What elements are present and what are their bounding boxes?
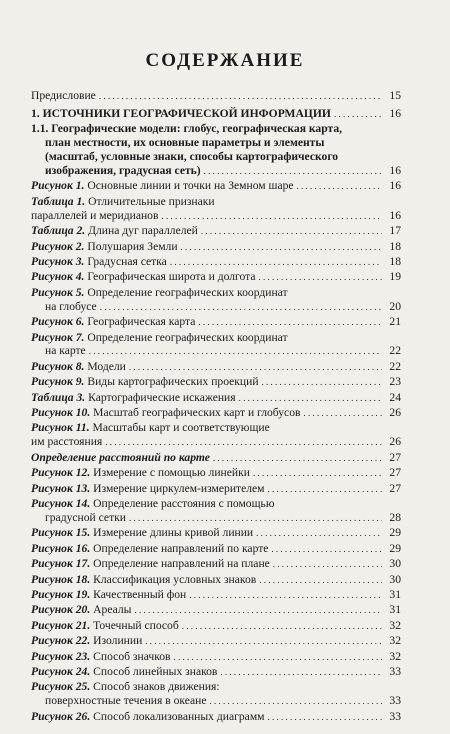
toc-entry-text: Измерение циркулем-измерителем	[93, 481, 265, 495]
toc-entry-text: Определение направлений на плане	[93, 557, 270, 571]
toc-entry-line	[31, 209, 401, 224]
dot-leader	[239, 392, 382, 406]
toc-entry-line	[31, 89, 401, 104]
toc-entry-line	[31, 122, 401, 136]
toc-entry-text: поверхностные течения в океане	[45, 694, 207, 708]
dot-leader	[129, 361, 382, 375]
toc-entry	[31, 634, 401, 649]
table-of-contents	[31, 89, 401, 725]
toc-page-number: 24	[389, 390, 401, 404]
dot-leader	[210, 695, 382, 709]
toc-entry-label: Рисунок 4.	[31, 270, 85, 284]
toc-entry-line	[31, 421, 401, 435]
toc-entry	[31, 526, 401, 541]
toc-entry-text: Виды картографических проекций	[87, 375, 259, 389]
toc-entry	[31, 107, 401, 122]
toc-entry-line	[31, 391, 401, 406]
toc-entry-text: 1. ИСТОЧНИКИ ГЕОГРАФИЧЕСКОЙ ИНФОРМАЦИИ	[31, 106, 331, 120]
toc-entry-line	[31, 634, 401, 649]
toc-entry-text: Длина дуг параллелей	[88, 224, 198, 238]
toc-entry-text: Предисловие	[31, 89, 96, 102]
toc-entry-line	[31, 136, 401, 150]
dot-leader	[174, 651, 382, 665]
toc-page-number: 29	[389, 541, 401, 555]
toc-entry-label: Рисунок 2.	[31, 239, 85, 253]
toc-entry	[31, 665, 401, 680]
toc-entry-line	[31, 680, 401, 694]
dot-leader	[204, 165, 382, 179]
toc-entry-text: Способ знаков движения:	[93, 680, 220, 694]
toc-entry-line	[31, 255, 401, 270]
toc-entry-line	[31, 164, 401, 179]
toc-page-number: 33	[389, 694, 401, 708]
toc-entry-text: Градусная сетка	[87, 254, 167, 268]
dot-leader	[268, 711, 383, 725]
dot-leader	[259, 574, 382, 588]
toc-entry	[31, 557, 401, 572]
toc-page-number: 32	[389, 618, 401, 632]
toc-entry-label: Рисунок 5.	[31, 285, 85, 299]
toc-entry-text: Географическая широта и долгота	[87, 270, 256, 284]
toc-entry-label: Рисунок 22.	[31, 634, 91, 648]
toc-entry	[31, 286, 401, 315]
toc-entry-text: Способ линейных знаков	[93, 664, 218, 678]
toc-entry	[31, 451, 401, 466]
toc-entry	[31, 89, 401, 104]
toc-entry	[31, 406, 401, 421]
toc-entry-line	[31, 511, 401, 526]
dot-leader	[100, 301, 382, 315]
toc-entry	[31, 240, 401, 255]
toc-entry-text: Способ локализованных диаграмм	[93, 709, 265, 723]
dot-leader	[201, 225, 382, 239]
toc-entry-text: Способ значков	[93, 649, 171, 663]
toc-entry-line	[31, 150, 401, 164]
toc-entry-label: Таблица 1.	[31, 194, 86, 208]
toc-entry-line	[31, 497, 401, 511]
toc-entry-label: Рисунок 8.	[31, 359, 85, 373]
toc-entry-line	[31, 270, 401, 285]
toc-entry-label: Рисунок 21.	[31, 618, 91, 632]
toc-entry-text: Географическая карта	[87, 315, 196, 329]
toc-entry-line	[31, 344, 401, 359]
toc-entry-label: Рисунок 20.	[31, 603, 91, 617]
toc-entry-line	[31, 195, 401, 209]
toc-entry-line	[31, 619, 401, 634]
toc-entry-label: Рисунок 23.	[31, 649, 91, 663]
toc-entry	[31, 421, 401, 450]
toc-entry	[31, 542, 401, 557]
toc-entry-label: Рисунок 17.	[31, 557, 91, 571]
dot-leader	[262, 376, 382, 390]
toc-entry-label: Рисунок 16.	[31, 541, 91, 555]
toc-entry-label: Таблица 3.	[31, 390, 86, 404]
dot-leader	[145, 635, 382, 649]
toc-page-number: 27	[389, 481, 401, 495]
toc-page-number: 30	[389, 572, 401, 586]
dot-leader	[99, 90, 382, 104]
toc-entry-label: Рисунок 18.	[31, 572, 91, 586]
toc-entry-label: Рисунок 1.	[31, 179, 85, 193]
toc-page-number: 16	[389, 208, 401, 222]
toc-entry-label: Рисунок 24.	[31, 664, 91, 678]
toc-page-number: 33	[389, 664, 401, 678]
toc-entry-text: Основные линии и точки на Земном шаре	[87, 179, 294, 193]
toc-entry-label: Рисунок 12.	[31, 466, 91, 480]
toc-entry-line	[31, 694, 401, 709]
toc-entry	[31, 650, 401, 665]
toc-page-number: 33	[389, 709, 401, 723]
page-title: СОДЕРЖАНИЕ	[145, 50, 305, 71]
toc-entry	[31, 315, 401, 330]
toc-entry	[31, 482, 401, 497]
toc-entry-line	[31, 179, 401, 194]
toc-entry-text: Точечный способ	[93, 618, 179, 632]
toc-page-number: 21	[389, 315, 401, 329]
toc-page-number: 17	[389, 224, 401, 238]
toc-entry-line	[31, 542, 401, 557]
dot-leader	[170, 256, 382, 270]
toc-entry-text: параллелей и меридианов	[31, 208, 159, 222]
toc-entry-text: 1.1. Географические модели: глобус, географическая карта,	[31, 122, 343, 136]
toc-entry-line	[31, 406, 401, 421]
toc-entry-label: Рисунок 11.	[31, 421, 90, 435]
toc-entry-line	[31, 603, 401, 618]
toc-entry	[31, 179, 401, 194]
toc-entry-label: Рисунок 26.	[31, 709, 91, 723]
toc-entry-label: Рисунок 7.	[31, 330, 85, 344]
toc-entry-text: на глобусе	[45, 299, 97, 313]
toc-entry-text: Полушария Земли	[87, 239, 178, 253]
dot-leader	[161, 210, 382, 224]
toc-entry	[31, 391, 401, 406]
toc-entry-text: Масштабы карт и соответствующие	[92, 421, 270, 435]
toc-entry	[31, 195, 401, 224]
toc-entry-text: Ареалы	[93, 603, 132, 617]
toc-entry-text: Картографические искажения	[88, 390, 236, 404]
toc-entry-text: им расстояния	[31, 435, 103, 449]
toc-entry-line	[31, 588, 401, 603]
toc-entry-line	[31, 526, 401, 541]
dot-leader	[220, 666, 382, 680]
toc-entry-text: (масштаб, условные знаки, способы картографического	[45, 150, 339, 164]
dot-leader	[334, 108, 382, 122]
toc-entry-label: Рисунок 19.	[31, 587, 91, 601]
toc-page-number: 30	[389, 557, 401, 571]
toc-entry-line	[31, 240, 401, 255]
toc-entry-text: на карте	[45, 344, 86, 358]
toc-page-number: 26	[389, 435, 401, 449]
toc-entry-line	[31, 665, 401, 680]
toc-entry-text: градусной сетки	[45, 510, 126, 524]
toc-page-number: 32	[389, 634, 401, 648]
dot-leader	[213, 452, 382, 466]
toc-page-number: 27	[389, 466, 401, 480]
toc-entry	[31, 270, 401, 285]
toc-entry-label: Таблица 2.	[31, 224, 86, 238]
toc-entry	[31, 573, 401, 588]
toc-entry-label: Рисунок 15.	[31, 526, 91, 540]
dot-leader	[134, 604, 382, 618]
dot-leader	[198, 316, 382, 330]
dot-leader	[259, 271, 382, 285]
dot-leader	[273, 558, 382, 572]
toc-page-number: 16	[389, 164, 401, 178]
toc-entry-text: Определение расстояния с помощью	[93, 496, 275, 510]
toc-entry-line	[31, 286, 401, 300]
dot-leader	[303, 407, 382, 421]
toc-entry-text: Определение расстояний по карте	[31, 450, 210, 464]
toc-entry-label: Рисунок 10.	[31, 406, 91, 420]
dot-leader	[182, 620, 382, 634]
toc-entry-text: план местности, их основные параметры и элементы	[45, 136, 325, 150]
toc-entry-line	[31, 331, 401, 345]
toc-page-number: 31	[389, 587, 401, 601]
toc-entry-text: Изолинии	[93, 634, 143, 648]
toc-entry-text: Определение географических координат	[87, 330, 288, 344]
toc-entry-text: Измерение длины кривой линии	[93, 526, 254, 540]
dot-leader	[181, 241, 382, 255]
toc-entry-text: Определение направлений по карте	[93, 541, 269, 555]
toc-entry-label: Рисунок 14.	[31, 496, 91, 510]
toc-entry-line	[31, 224, 401, 239]
toc-entry-text: Качественный фон	[93, 587, 187, 601]
toc-entry	[31, 680, 401, 709]
toc-entry	[31, 588, 401, 603]
toc-entry-text: Модели	[87, 359, 126, 373]
toc-page-number: 31	[389, 603, 401, 617]
toc-page-number: 22	[389, 344, 401, 358]
toc-entry	[31, 255, 401, 270]
toc-entry	[31, 331, 401, 360]
toc-entry	[31, 619, 401, 634]
toc-page-number: 16	[389, 106, 401, 120]
toc-entry-text: Классификация условных знаков	[93, 572, 257, 586]
toc-entry-text: изображения, градусная сеть)	[45, 164, 201, 178]
toc-entry	[31, 603, 401, 618]
toc-page-number: 22	[389, 359, 401, 373]
dot-leader	[89, 345, 382, 359]
toc-entry-line	[31, 451, 401, 466]
toc-entry-text: Измерение с помощью линейки	[93, 466, 250, 480]
toc-entry	[31, 375, 401, 390]
dot-leader	[189, 589, 382, 603]
toc-entry-label: Рисунок 6.	[31, 315, 85, 329]
toc-page-number: 19	[389, 270, 401, 284]
toc-entry	[31, 710, 401, 725]
toc-entry-label: Рисунок 13.	[31, 481, 91, 495]
dot-leader	[129, 512, 382, 526]
toc-entry-line	[31, 375, 401, 390]
toc-entry	[31, 360, 401, 375]
toc-page-number: 28	[389, 510, 401, 524]
toc-entry-line	[31, 710, 401, 725]
toc-entry-line	[31, 557, 401, 572]
toc-page-number: 29	[389, 526, 401, 540]
dot-leader	[297, 180, 382, 194]
toc-entry-line	[31, 573, 401, 588]
dot-leader	[253, 467, 382, 481]
toc-entry	[31, 224, 401, 239]
toc-entry	[31, 122, 401, 179]
toc-page-number: 20	[389, 299, 401, 313]
toc-entry-text: Отличительные признаки	[88, 194, 215, 208]
toc-page-number: 15	[389, 89, 401, 102]
toc-page-number: 27	[389, 450, 401, 464]
toc-entry	[31, 466, 401, 481]
toc-page-number: 18	[389, 239, 401, 253]
toc-page-number: 32	[389, 649, 401, 663]
toc-entry-label: Рисунок 3.	[31, 254, 85, 268]
toc-entry-line	[31, 300, 401, 315]
dot-leader	[271, 543, 382, 557]
dot-leader	[268, 483, 383, 497]
dot-leader	[105, 436, 382, 450]
toc-entry-line	[31, 315, 401, 330]
toc-page-number: 18	[389, 254, 401, 268]
toc-entry-text: Определение географических координат	[87, 285, 288, 299]
toc-entry-label: Рисунок 25.	[31, 680, 91, 694]
toc-entry-line	[31, 360, 401, 375]
toc-page-number: 23	[389, 375, 401, 389]
toc-page-number: 16	[389, 179, 401, 193]
toc-entry-line	[31, 466, 401, 481]
dot-leader	[256, 527, 382, 541]
toc-page-number: 26	[389, 406, 401, 420]
toc-entry-line	[31, 435, 401, 450]
toc-entry-label: Рисунок 9.	[31, 375, 85, 389]
toc-entry-text: Масштаб географических карт и глобусов	[93, 406, 301, 420]
toc-entry-line	[31, 107, 401, 122]
toc-entry-line	[31, 482, 401, 497]
toc-entry-line	[31, 650, 401, 665]
toc-entry	[31, 497, 401, 526]
